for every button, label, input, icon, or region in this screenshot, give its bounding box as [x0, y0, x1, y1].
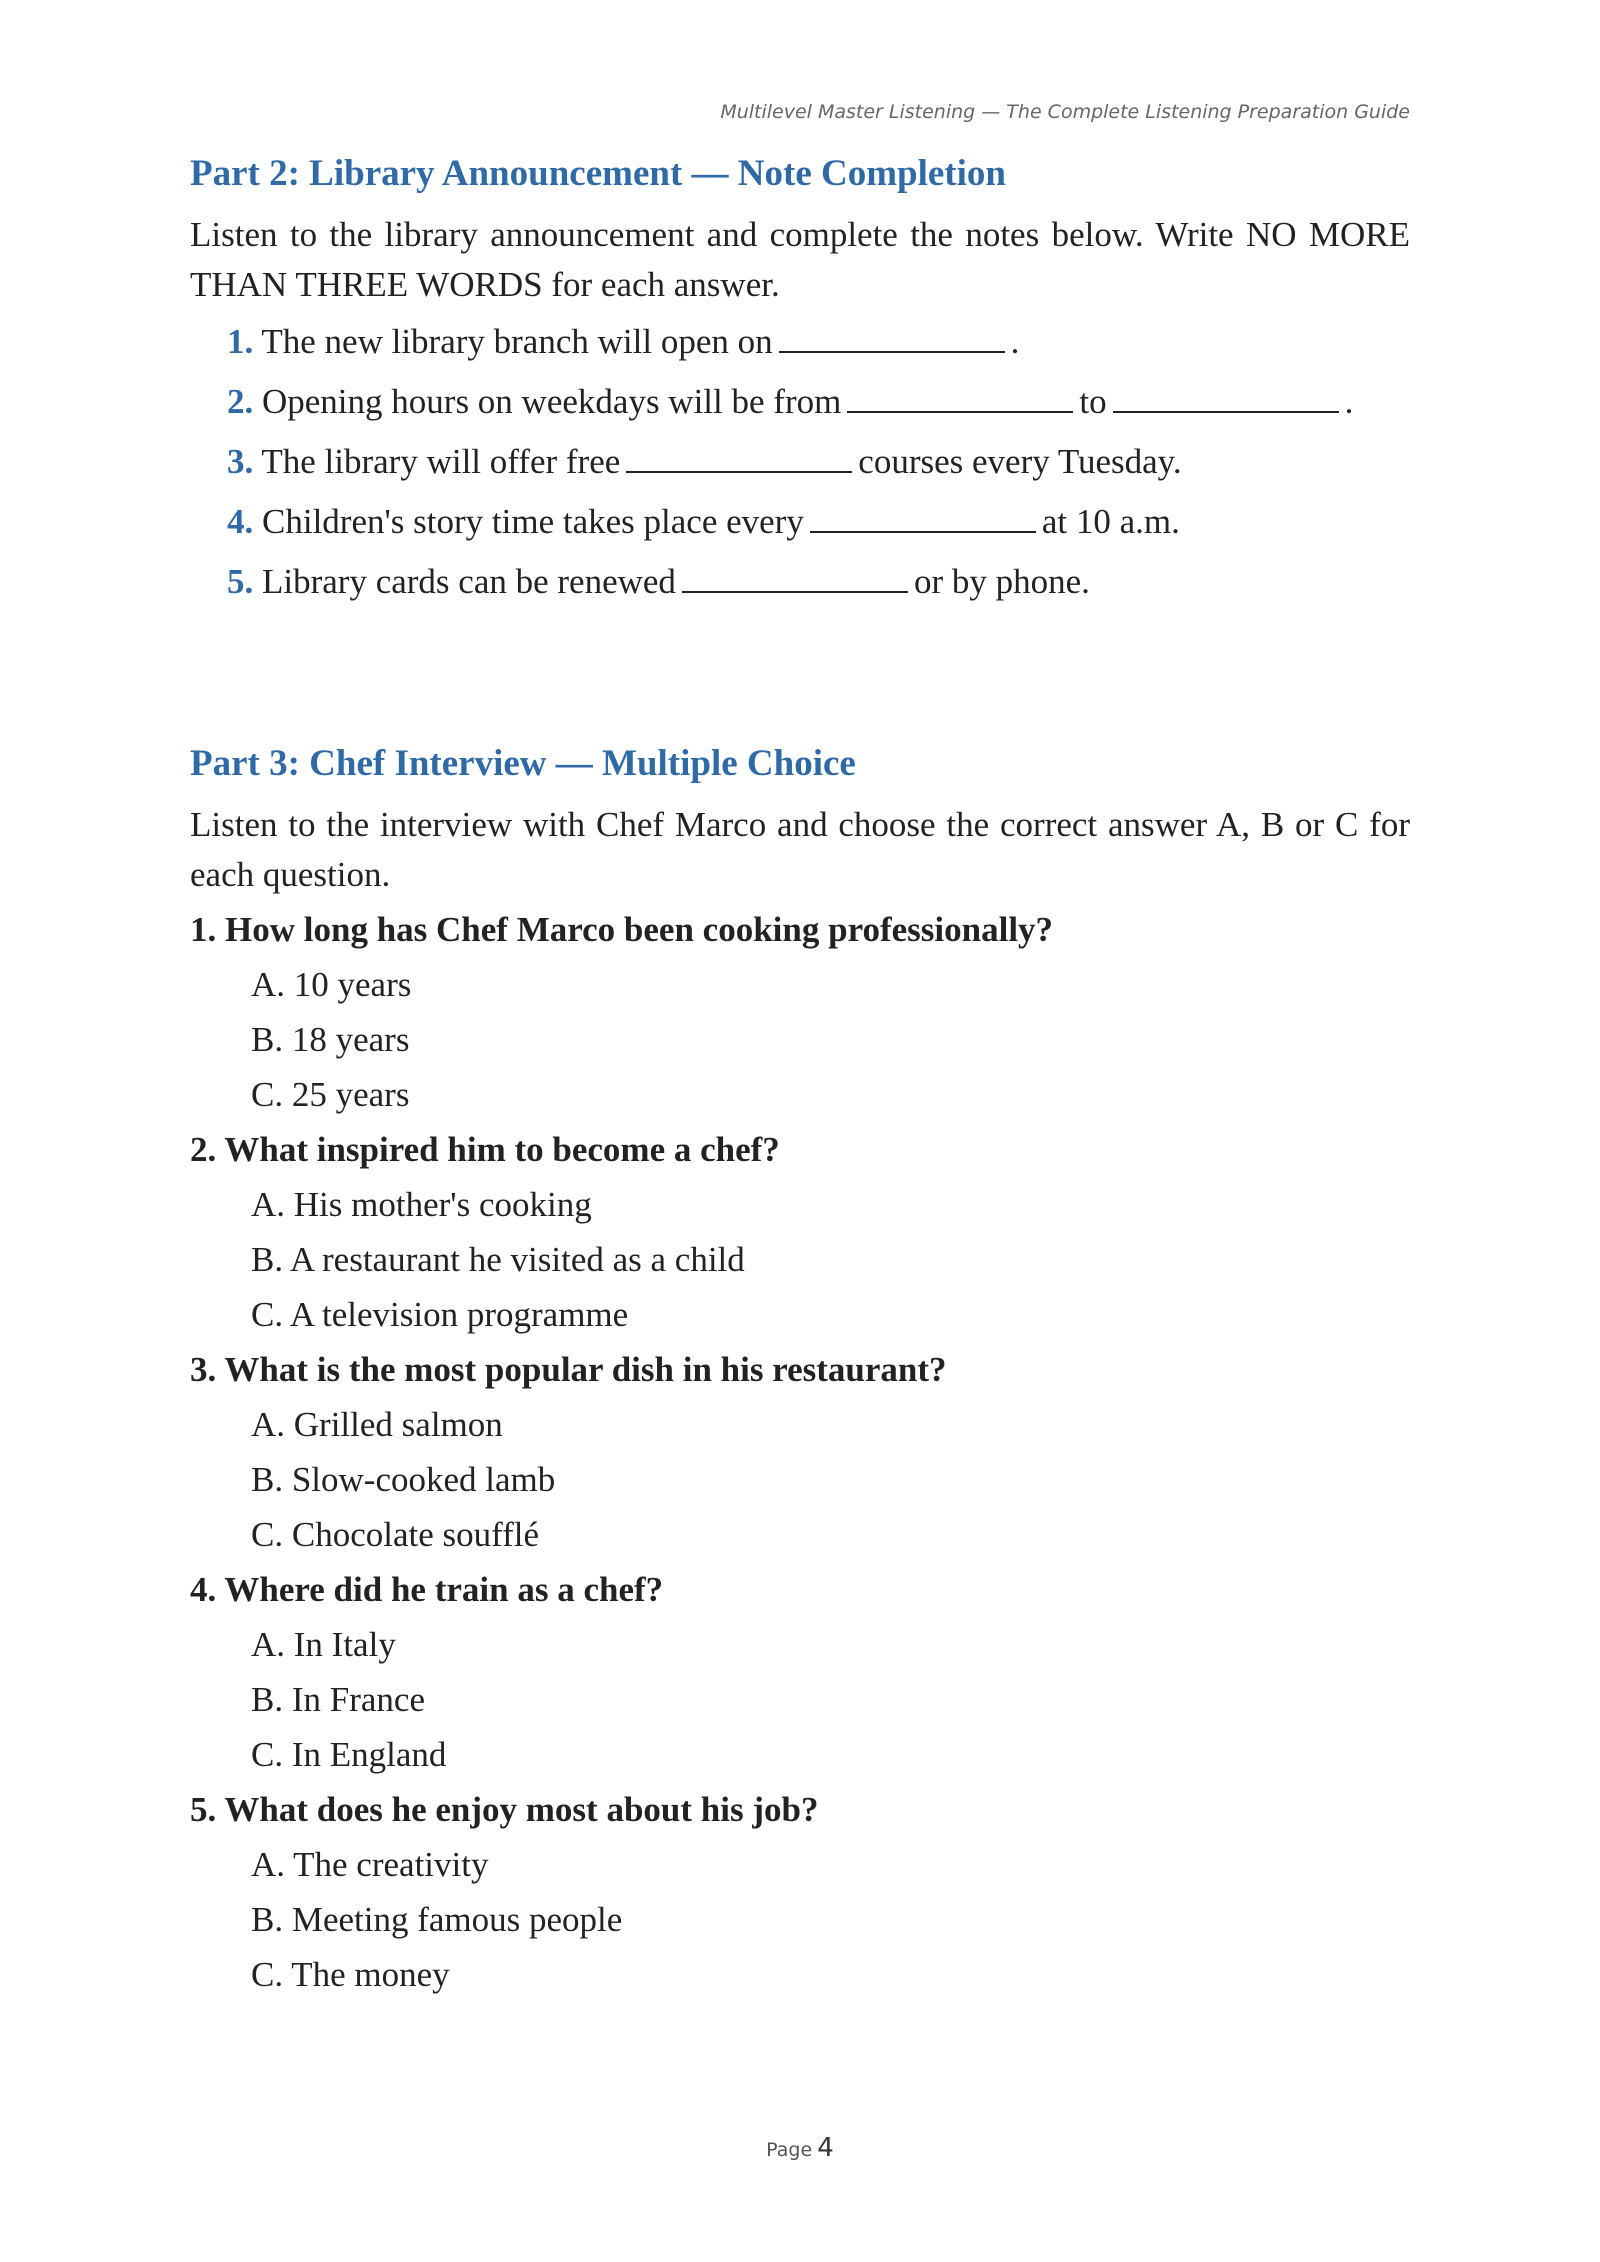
answer-option-c[interactable]: C. Chocolate soufflé: [251, 1515, 540, 1554]
item-text: The library will offer free: [261, 442, 621, 481]
item-text-middle: to: [1079, 382, 1107, 421]
part-2-title: Part 2: Library Announcement — Note Completion: [190, 153, 1006, 194]
page-label: Page: [766, 2139, 813, 2161]
answer-blank-2b[interactable]: [1113, 385, 1339, 413]
page-number: 4: [817, 2133, 834, 2163]
answer-blank-1[interactable]: [779, 325, 1005, 353]
answer-option-c[interactable]: C. 25 years: [251, 1075, 410, 1114]
question-text: 3. What is the most popular dish in his restaurant?: [190, 1350, 947, 1389]
answer-option-a[interactable]: A. In Italy: [251, 1625, 396, 1664]
part-3-section: [190, 738, 1410, 2002]
note-item-1: [190, 312, 1410, 372]
question-block-4: [190, 1562, 1410, 1782]
part-2-section: [190, 148, 1410, 612]
answer-option-c[interactable]: C. In England: [251, 1735, 447, 1774]
answer-blank-5[interactable]: [682, 565, 908, 593]
question-block-1: [190, 902, 1410, 1122]
question-text: 2. What inspired him to become a chef?: [190, 1130, 780, 1169]
item-number: 5.: [227, 562, 254, 601]
question-block-3: [190, 1342, 1410, 1562]
item-text: Library cards can be renewed: [262, 562, 676, 601]
answer-option-b[interactable]: B. Meeting famous people: [251, 1900, 623, 1939]
answer-blank-3[interactable]: [626, 445, 852, 473]
answer-option-a[interactable]: A. Grilled salmon: [251, 1405, 503, 1444]
answer-option-c[interactable]: C. A television programme: [251, 1295, 629, 1334]
question-text: 5. What does he enjoy most about his job?: [190, 1790, 819, 1829]
answer-option-a[interactable]: A. His mother's cooking: [251, 1185, 592, 1224]
answer-option-a[interactable]: A. 10 years: [251, 965, 412, 1004]
answer-blank-2a[interactable]: [847, 385, 1073, 413]
note-item-2: [190, 372, 1410, 432]
item-number: 4.: [227, 502, 254, 541]
answer-option-b[interactable]: B. A restaurant he visited as a child: [251, 1240, 745, 1279]
question-block-5: [190, 1782, 1410, 2002]
page-content: [190, 148, 1410, 2002]
note-item-4: [190, 492, 1410, 552]
part-3-title: Part 3: Chef Interview — Multiple Choice: [190, 743, 856, 784]
answer-option-a[interactable]: A. The creativity: [251, 1845, 489, 1884]
note-completion-list: [190, 312, 1410, 612]
answer-option-b[interactable]: B. Slow-cooked lamb: [251, 1460, 556, 1499]
question-block-2: [190, 1122, 1410, 1342]
item-text: Opening hours on weekdays will be from: [262, 382, 842, 421]
answer-option-c[interactable]: C. The money: [251, 1955, 450, 1994]
item-text: Children's story time takes place every: [262, 502, 804, 541]
item-number: 1.: [227, 322, 254, 361]
running-header: Multilevel Master Listening — The Complete Listening Preparation Guide: [720, 101, 1410, 123]
part-2-instructions: Listen to the library announcement and complete the notes below. Write NO MORE THAN THREE WORDS for each answer.: [190, 215, 1410, 304]
item-number: 3.: [227, 442, 254, 481]
item-text-after: courses every Tuesday.: [858, 442, 1182, 481]
item-text-after: at 10 a.m.: [1041, 502, 1180, 541]
answer-option-b[interactable]: B. In France: [251, 1680, 425, 1719]
item-text-after: .: [1010, 322, 1020, 361]
note-item-5: [190, 552, 1410, 612]
question-text: 1. How long has Chef Marco been cooking professionally?: [190, 910, 1054, 949]
item-text-after: .: [1344, 382, 1354, 421]
item-text-after: or by phone.: [913, 562, 1090, 601]
answer-option-b[interactable]: B. 18 years: [251, 1020, 410, 1059]
note-item-3: [190, 432, 1410, 492]
page-footer: [0, 2133, 1600, 2163]
item-number: 2.: [227, 382, 254, 421]
answer-blank-4[interactable]: [810, 505, 1036, 533]
question-text: 4. Where did he train as a chef?: [190, 1570, 664, 1609]
item-text: The new library branch will open on: [261, 322, 773, 361]
part-3-instructions: Listen to the interview with Chef Marco and choose the correct answer A, B or C for each question.: [190, 805, 1410, 894]
